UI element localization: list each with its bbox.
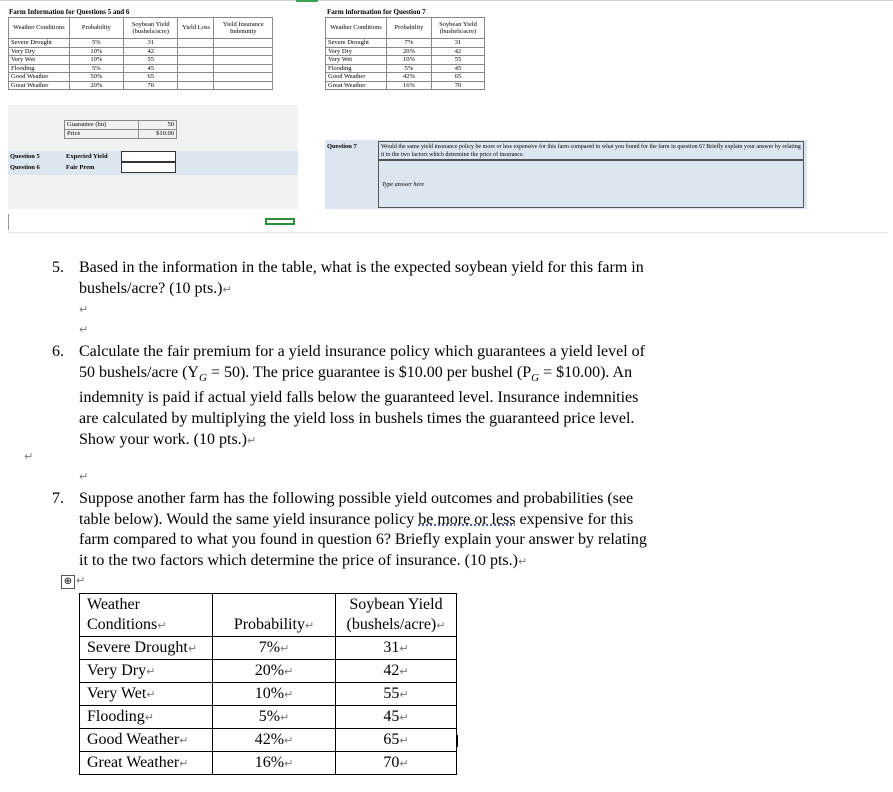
q7-line-2-b: expensive for this	[515, 510, 634, 528]
paragraph-mark: ↵	[79, 303, 89, 317]
doc-cell-probability[interactable]	[213, 752, 336, 775]
q7-line-1: Suppose another farm has the following possible yield outcomes and probabilities (see	[79, 490, 634, 507]
cell-condition[interactable]: Great Weather	[9, 81, 70, 90]
cell-mark: ↵	[280, 641, 290, 655]
cell-mark: ↵	[399, 641, 409, 655]
table-row	[80, 660, 457, 683]
sheet-bottom-border	[8, 232, 888, 233]
q6-line-3: indemnity is paid if actual yield falls below the guaranteed level. Insurance indemnities	[79, 389, 639, 407]
paragraph-mark: ↵	[247, 433, 257, 447]
table-row	[65, 130, 177, 139]
paragraph-mark: ↵	[79, 323, 89, 337]
cell-yield[interactable]: 31	[432, 39, 485, 48]
cell-condition[interactable]: Flooding	[9, 64, 70, 73]
cell-mark: ↵	[157, 619, 167, 632]
cell-probability[interactable]: 5%	[387, 64, 432, 73]
doc-cell-condition-text: Very Wet	[87, 684, 147, 702]
table-row	[80, 729, 457, 752]
q7-label: Question 7	[327, 143, 357, 150]
q6-label: Question 6	[10, 164, 40, 171]
cell-yield[interactable]: 45	[432, 64, 485, 73]
doc-cell-condition[interactable]	[80, 637, 213, 660]
cell-mark: ↵	[399, 733, 409, 747]
q5-line-2	[79, 279, 879, 301]
q7-prompt: Would the same yield insurance policy be more or less expensive for this farm compared to what you found for the farm in question 6? Briefly explain your answer by relating it to the two factors which determine the price of insurance.	[378, 141, 804, 160]
paragraph-mark: ↵	[79, 470, 89, 483]
cell-yield-loss[interactable]	[178, 81, 214, 90]
doc-cell-condition-text: Very Dry	[87, 661, 147, 679]
doc-header-weather	[80, 594, 213, 637]
doc-cell-probability[interactable]	[213, 660, 336, 683]
q5-line-2-text: bushels/acre? (10 pts.)	[79, 279, 223, 297]
q6-line-4: are calculated by multiplying the yield loss in bushels times the guaranteed price level.	[79, 409, 635, 427]
q7-line-4-text: it to the two factors which determine the price of insurance. (10 pts.)	[79, 551, 518, 569]
cell-mark: ↵	[146, 664, 156, 678]
table-row	[80, 752, 457, 775]
left-table-title: Farm Information for Questions 5 and 6	[9, 8, 130, 16]
right-table-header-row	[326, 18, 485, 39]
doc-cell-condition[interactable]	[80, 752, 213, 775]
cell-mark: ↵	[187, 641, 198, 655]
doc-cell-condition-text: Great Weather	[87, 753, 180, 771]
doc-cell-probability[interactable]	[213, 637, 336, 660]
cell-yield-loss[interactable]	[178, 56, 214, 65]
q7-text-block	[79, 489, 889, 572]
cell-probability[interactable]: 5%	[69, 64, 123, 73]
doc-cell-yield-text: 42	[383, 661, 400, 679]
cell-mark: ↵	[146, 687, 156, 701]
cell-probability[interactable]: 10%	[69, 47, 123, 56]
doc-cell-probability-text: 10%	[254, 684, 285, 702]
table-move-handle-icon[interactable]: ⊕	[61, 575, 75, 589]
q6-line-2	[79, 363, 889, 389]
cell-yield[interactable]: 70	[432, 81, 485, 90]
doc-cell-condition[interactable]	[80, 683, 213, 706]
doc-cell-yield[interactable]	[336, 683, 457, 706]
cell-mark: ↵	[399, 664, 409, 678]
cell-condition[interactable]: Severe Drought	[326, 39, 387, 48]
doc-cell-probability-text: 5%	[258, 707, 281, 725]
table-row	[9, 64, 273, 73]
right-farm-table	[325, 17, 485, 90]
left-header-yield-loss: Yield Loss	[178, 18, 214, 39]
cell-indemnity[interactable]	[214, 73, 273, 82]
q5-text-block	[79, 258, 879, 340]
q6-text-block	[79, 342, 889, 451]
q6-text: Fair Prem	[66, 164, 95, 171]
price-label: Price	[65, 130, 139, 139]
table-row	[9, 73, 273, 82]
paragraph-mark: ↵	[517, 554, 528, 568]
table-row	[326, 81, 485, 90]
expected-yield-input[interactable]	[121, 151, 176, 162]
paragraph-mark: ↵	[222, 282, 232, 296]
doc-cell-probability-text: 7%	[258, 638, 281, 656]
cell-condition[interactable]: Very Wet	[326, 56, 387, 65]
guarantee-value[interactable]: 50	[138, 121, 176, 130]
doc-header-weather-line-2	[87, 615, 205, 636]
q7-answer-box[interactable]: Type answer here	[378, 160, 804, 208]
cell-condition[interactable]: Great Weather	[326, 81, 387, 90]
cell-condition[interactable]: Very Wet	[9, 56, 70, 65]
cell-mark: ↵	[304, 619, 315, 632]
cell-probability[interactable]: 16%	[387, 81, 432, 90]
q6-subscript-yg: G	[198, 371, 207, 384]
cell-condition[interactable]: Flooding	[326, 64, 387, 73]
left-table-header-row	[9, 18, 273, 39]
q7-line-3: farm compared to what you found in question 6? Briefly explain your answer by relating	[79, 531, 647, 549]
cell-mark: ↵	[280, 710, 290, 724]
table-row	[9, 56, 273, 65]
doc-cell-yield-text: 65	[383, 730, 400, 748]
cell-yield[interactable]: 55	[124, 56, 178, 65]
doc-cell-probability[interactable]	[213, 729, 336, 752]
cell-probability[interactable]: 50%	[69, 73, 123, 82]
cell-probability[interactable]: 10%	[387, 56, 432, 65]
q5-line-1: Based in the information in the table, what is the expected soybean yield for this farm in	[79, 259, 644, 276]
fair-premium-input[interactable]	[121, 162, 176, 173]
doc-cell-condition[interactable]	[80, 729, 213, 752]
doc-cell-condition-text: Good Weather	[87, 730, 180, 748]
table-row	[326, 64, 485, 73]
cell-mark: ↵	[399, 756, 409, 770]
cell-condition[interactable]: Good Weather	[326, 73, 387, 82]
paragraph-mark: ↵	[24, 450, 34, 463]
cell-probability[interactable]: 5%	[69, 39, 123, 48]
right-header-weather: Weather Conditions	[326, 18, 387, 39]
cell-probability[interactable]: 20%	[387, 47, 432, 56]
doc-header-probability	[213, 594, 336, 637]
cell-yield[interactable]: 65	[432, 73, 485, 82]
cell-yield[interactable]: 31	[124, 39, 178, 48]
doc-cell-yield[interactable]	[336, 729, 457, 752]
selected-cell-indicator[interactable]	[265, 218, 295, 225]
q7-line-2	[79, 510, 889, 531]
doc-header-yield-line-2-text: (bushels/acre)	[346, 616, 437, 633]
q6-number: 6.	[52, 343, 64, 360]
q7-line-4	[79, 551, 889, 573]
doc-cell-yield[interactable]	[336, 660, 457, 683]
table-row	[326, 39, 485, 48]
cell-mark: ↵	[179, 733, 189, 747]
doc-header-probability-text: Probability	[233, 616, 305, 633]
q5-number: 5.	[52, 259, 64, 276]
cell-indemnity[interactable]	[214, 47, 273, 56]
doc-cell-yield-text: 70	[383, 753, 400, 771]
cell-indemnity[interactable]	[214, 39, 273, 48]
sheet-selection-indicator	[296, 0, 318, 2]
sheet-top-border	[0, 0, 893, 1]
cell-yield-loss[interactable]	[178, 39, 214, 48]
table-row	[80, 683, 457, 706]
doc-cell-yield[interactable]	[336, 706, 457, 729]
q6-line-2-c: = $10.00). An	[539, 363, 633, 381]
table-row	[65, 121, 177, 130]
table-row	[9, 47, 273, 56]
doc-header-yield-line-1: Soybean Yield	[349, 596, 443, 613]
q7-underlined-phrase: be more or less	[418, 510, 516, 528]
cell-condition[interactable]: Severe Drought	[9, 39, 70, 48]
left-farm-table	[8, 17, 273, 90]
doc-cell-probability[interactable]	[213, 683, 336, 706]
cell-probability[interactable]: 42%	[387, 73, 432, 82]
cell-mark: ↵	[284, 756, 294, 770]
doc-cell-yield[interactable]	[336, 637, 457, 660]
cell-mark: ↵	[284, 664, 294, 678]
doc-cell-condition-text: Severe Drought	[87, 638, 188, 656]
cell-condition[interactable]: Very Dry	[9, 47, 70, 56]
cell-mark: ↵	[144, 710, 155, 724]
cell-mark: ↵	[436, 619, 446, 632]
doc-header-weather-line-1: Weather	[87, 596, 140, 613]
doc-cell-yield-text: 55	[383, 684, 400, 702]
table-row	[9, 81, 273, 90]
cell-mark: ↵	[284, 733, 294, 747]
doc-cell-condition[interactable]	[80, 706, 213, 729]
cell-yield[interactable]: 70	[124, 81, 178, 90]
doc-header-yield	[336, 594, 457, 637]
doc-table-header-row	[80, 594, 457, 637]
doc-cell-probability-text: 20%	[254, 661, 285, 679]
doc-cell-yield-text: 45	[383, 707, 400, 725]
text-cursor	[457, 735, 458, 747]
doc-cell-probability-text: 42%	[254, 730, 285, 748]
right-table-title: Farm information for Question 7	[327, 8, 426, 16]
q6-line-2-b: = 50). The price guarantee is $10.00 per bushel (P	[206, 363, 532, 381]
doc-cell-condition-text: Flooding	[87, 707, 145, 725]
cell-mark: ↵	[399, 687, 409, 701]
sheet-left-edge	[8, 214, 9, 230]
q6-line-5-text: Show your work. (10 pts.)	[79, 430, 247, 448]
left-header-yield: Soybean Yield (bushels/acre)	[124, 18, 178, 39]
q6-subscript-pg: G	[531, 371, 540, 384]
cell-condition[interactable]: Good Weather	[9, 73, 70, 82]
doc-cell-condition[interactable]	[80, 660, 213, 683]
q7-number: 7.	[52, 490, 64, 507]
q5-text: Expected Yield	[66, 153, 108, 160]
cell-yield-loss[interactable]	[178, 64, 214, 73]
right-header-probability: Probability	[387, 18, 432, 39]
cell-mark: ↵	[179, 756, 189, 770]
cell-mark: ↵	[399, 710, 409, 724]
guarantee-label: Guarantee (bu)	[65, 121, 139, 130]
doc-cell-yield-text: 31	[383, 638, 400, 656]
left-header-probability: Probability	[69, 18, 123, 39]
cell-yield[interactable]: 42	[432, 47, 485, 56]
cell-indemnity[interactable]	[214, 56, 273, 65]
paragraph-mark: ↵	[76, 574, 86, 587]
left-header-indemnity: Yield Insurance Indemnity	[214, 18, 273, 39]
cell-probability[interactable]: 20%	[69, 81, 123, 90]
q6-line-5	[79, 430, 889, 452]
q7-line-2-a: table below). Would the same yield insurance policy	[79, 510, 419, 528]
doc-cell-probability-text: 16%	[254, 753, 285, 771]
table-row	[80, 706, 457, 729]
right-header-yield: Soybean Yield (bushels/acre)	[432, 18, 485, 39]
doc-cell-probability[interactable]	[213, 706, 336, 729]
cell-indemnity[interactable]	[214, 81, 273, 90]
cell-yield[interactable]: 45	[124, 64, 178, 73]
q6-line-2-a: 50 bushels/acre (Y	[79, 363, 199, 381]
cell-yield-loss[interactable]	[178, 47, 214, 56]
table-row	[9, 39, 273, 48]
table-row	[80, 637, 457, 660]
cell-indemnity[interactable]	[214, 64, 273, 73]
cell-yield[interactable]: 65	[124, 73, 178, 82]
left-header-weather: Weather Conditions	[9, 18, 70, 39]
cell-condition[interactable]: Very Dry	[326, 47, 387, 56]
q5-label: Question 5	[10, 153, 40, 160]
cell-mark: ↵	[284, 687, 294, 701]
doc-cell-yield[interactable]	[336, 752, 457, 775]
table-row	[326, 56, 485, 65]
doc-header-yield-line-2	[343, 615, 449, 636]
guarantee-table	[64, 120, 177, 139]
price-value[interactable]: $10.00	[138, 130, 176, 139]
q6-line-1: Calculate the fair premium for a yield insurance policy which guarantees a yield level of	[79, 343, 645, 360]
table-row	[326, 73, 485, 82]
table-row	[326, 47, 485, 56]
q7-document-table	[79, 593, 457, 775]
cell-probability[interactable]: 7%	[387, 39, 432, 48]
doc-header-weather-line-2-text: Conditions	[87, 616, 158, 633]
cell-yield-loss[interactable]	[178, 73, 214, 82]
cell-yield[interactable]: 42	[124, 47, 178, 56]
cell-yield[interactable]: 55	[432, 56, 485, 65]
cell-probability[interactable]: 10%	[69, 56, 123, 65]
